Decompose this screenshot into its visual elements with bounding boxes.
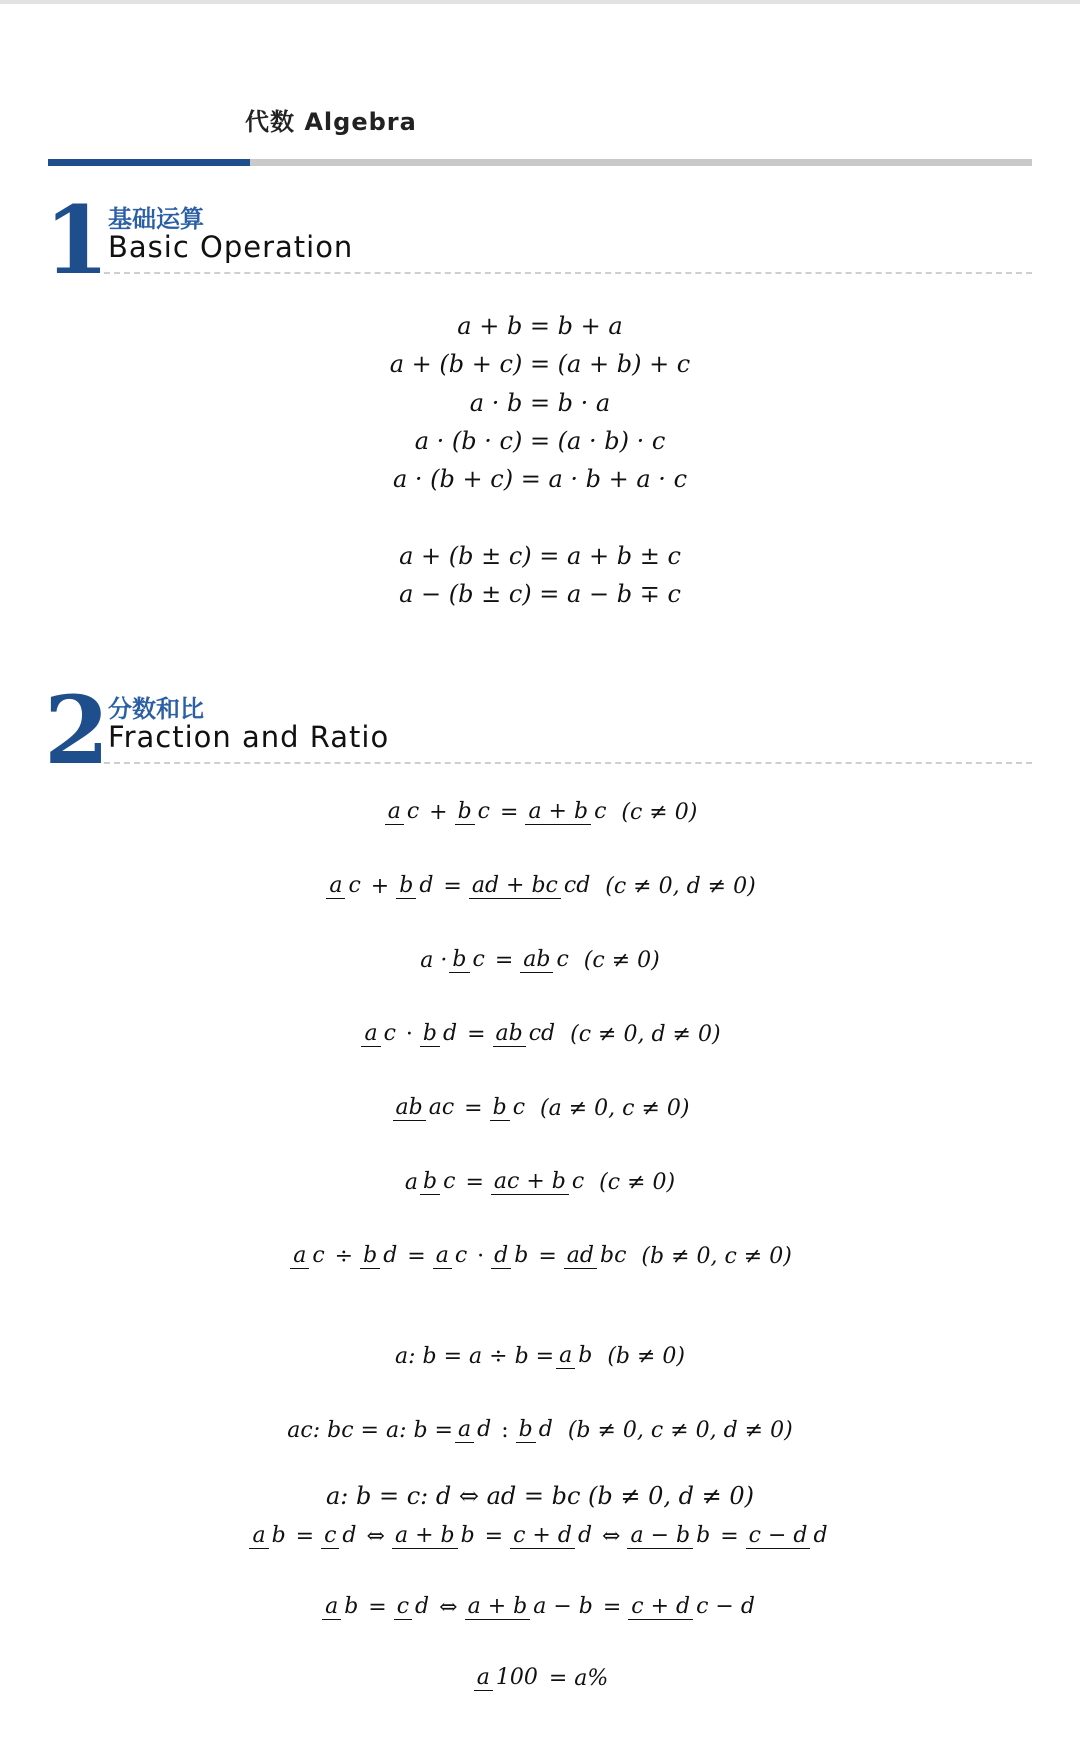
- fraction: a c: [326, 871, 363, 901]
- fraction: a + b a − b: [465, 1592, 596, 1622]
- section-2-number: 2: [44, 676, 110, 786]
- formula-fraction-1: a c + b c = a + b c (c ≠ 0): [0, 797, 1080, 827]
- fraction: b c: [420, 1167, 458, 1197]
- fraction: a 100: [474, 1663, 541, 1693]
- fraction: ad + bc cd: [469, 871, 593, 901]
- fraction: c + d c − d: [628, 1592, 758, 1622]
- title-rule-track: [250, 159, 1032, 166]
- formula-fraction-2: a c + b d = ad + bc cd (c ≠ 0, d ≠ 0): [0, 871, 1080, 901]
- formula-fraction-7: a c ÷ b d = a c · d b = ad bc (b ≠ 0, c ≠ 0): [0, 1241, 1080, 1271]
- fraction: a c: [385, 797, 422, 827]
- condition: (b ≠ 0, c ≠ 0, d ≠ 0): [567, 1417, 793, 1443]
- prefix: ac: bc = a: b =: [287, 1417, 453, 1443]
- condition: (c ≠ 0): [599, 1169, 676, 1195]
- fraction: ac + b c: [491, 1167, 587, 1197]
- section-1-number: 1: [44, 186, 110, 296]
- fraction: b d: [516, 1415, 556, 1445]
- formula-ratio-2: ac: bc = a: b = a d : b d (b ≠ 0, c ≠ 0, d ≠ 0): [0, 1415, 1080, 1445]
- condition: (a ≠ 0, c ≠ 0): [540, 1095, 690, 1121]
- section-1-title-zh: 基础运算: [108, 205, 204, 233]
- fraction: c d: [321, 1521, 359, 1551]
- section-2-divider: [104, 762, 1032, 764]
- section-1-title-en: Basic Operation: [108, 230, 354, 264]
- formula-ratio-3: a: b = c: d ⇔ ad = bc (b ≠ 0, d ≠ 0): [325, 1482, 755, 1510]
- formula-basic-3: a · b = b · a: [469, 389, 611, 417]
- fraction: c + d d: [510, 1521, 595, 1551]
- formula-fraction-3: a · b c = ab c (c ≠ 0): [0, 945, 1080, 975]
- formula-fraction-6: a b c = ac + b c (c ≠ 0): [0, 1167, 1080, 1197]
- condition: (c ≠ 0): [583, 947, 660, 973]
- formula-basic-7: a − (b ± c) = a − b ∓ c: [399, 580, 681, 608]
- condition: (b ≠ 0): [607, 1343, 685, 1369]
- condition: (c ≠ 0, d ≠ 0): [570, 1021, 721, 1047]
- prefix: a: [404, 1169, 419, 1195]
- formula-basic-5: a · (b + c) = a · b + a · c: [392, 465, 688, 493]
- fraction: d b: [491, 1241, 531, 1271]
- fraction: a c: [361, 1019, 398, 1049]
- fraction: a b: [556, 1341, 595, 1371]
- condition: (b ≠ 0, c ≠ 0): [641, 1243, 792, 1269]
- section-1-divider: [104, 272, 1032, 274]
- section-2-title-zh: 分数和比: [108, 695, 204, 723]
- formula-basic-2: a + (b + c) = (a + b) + c: [389, 350, 691, 378]
- formula-ratio-5: a b = c d ⇔ a + b a − b = c + d c − d: [0, 1592, 1080, 1622]
- title-rule-accent: [48, 159, 250, 166]
- formula-basic-6: a + (b ± c) = a + b ± c: [399, 542, 681, 570]
- formula-ratio-4: a b = c d ⇔ a + b b = c + d d ⇔ a − b b = c − d d: [0, 1521, 1080, 1551]
- fraction: a − b b: [627, 1521, 713, 1551]
- fraction: ab cd: [493, 1019, 559, 1049]
- fraction: a b: [249, 1521, 288, 1551]
- fraction: ab ac: [393, 1093, 458, 1123]
- fraction: c d: [394, 1592, 432, 1622]
- fraction: b c: [449, 945, 487, 975]
- fraction: a d: [455, 1415, 494, 1445]
- condition: (c ≠ 0, d ≠ 0): [605, 873, 756, 899]
- formula-basic-1: a + b = b + a: [457, 312, 623, 340]
- fraction: b d: [396, 871, 436, 901]
- percent-rhs: = a%: [548, 1665, 609, 1691]
- fraction: a b: [322, 1592, 361, 1622]
- fraction: a + b b: [392, 1521, 478, 1551]
- fraction: c − d d: [746, 1521, 831, 1551]
- fraction: b d: [360, 1241, 400, 1271]
- prefix: a: b = a ÷ b =: [395, 1343, 555, 1369]
- formula-ratio-6: [0, 1663, 1080, 1693]
- formula-basic-4: a · (b · c) = (a · b) · c: [414, 427, 666, 455]
- fraction: b c: [490, 1093, 528, 1123]
- title-rule: [48, 159, 1032, 166]
- fraction: a + b c: [525, 797, 609, 827]
- page-title: 代数 Algebra: [245, 108, 417, 136]
- fraction: a c: [433, 1241, 470, 1271]
- section-2-title-en: Fraction and Ratio: [108, 720, 390, 754]
- fraction: b d: [420, 1019, 460, 1049]
- fraction: ab c: [520, 945, 572, 975]
- fraction: a c: [290, 1241, 327, 1271]
- formula-fraction-5: ab ac = b c (a ≠ 0, c ≠ 0): [0, 1093, 1080, 1123]
- prefix: a ·: [420, 947, 448, 973]
- fraction: b c: [455, 797, 493, 827]
- formula-ratio-1: [0, 1341, 1080, 1371]
- condition: (c ≠ 0): [621, 799, 698, 825]
- fraction: ad bc: [564, 1241, 630, 1271]
- formula-fraction-4: a c · b d = ab cd (c ≠ 0, d ≠ 0): [0, 1019, 1080, 1049]
